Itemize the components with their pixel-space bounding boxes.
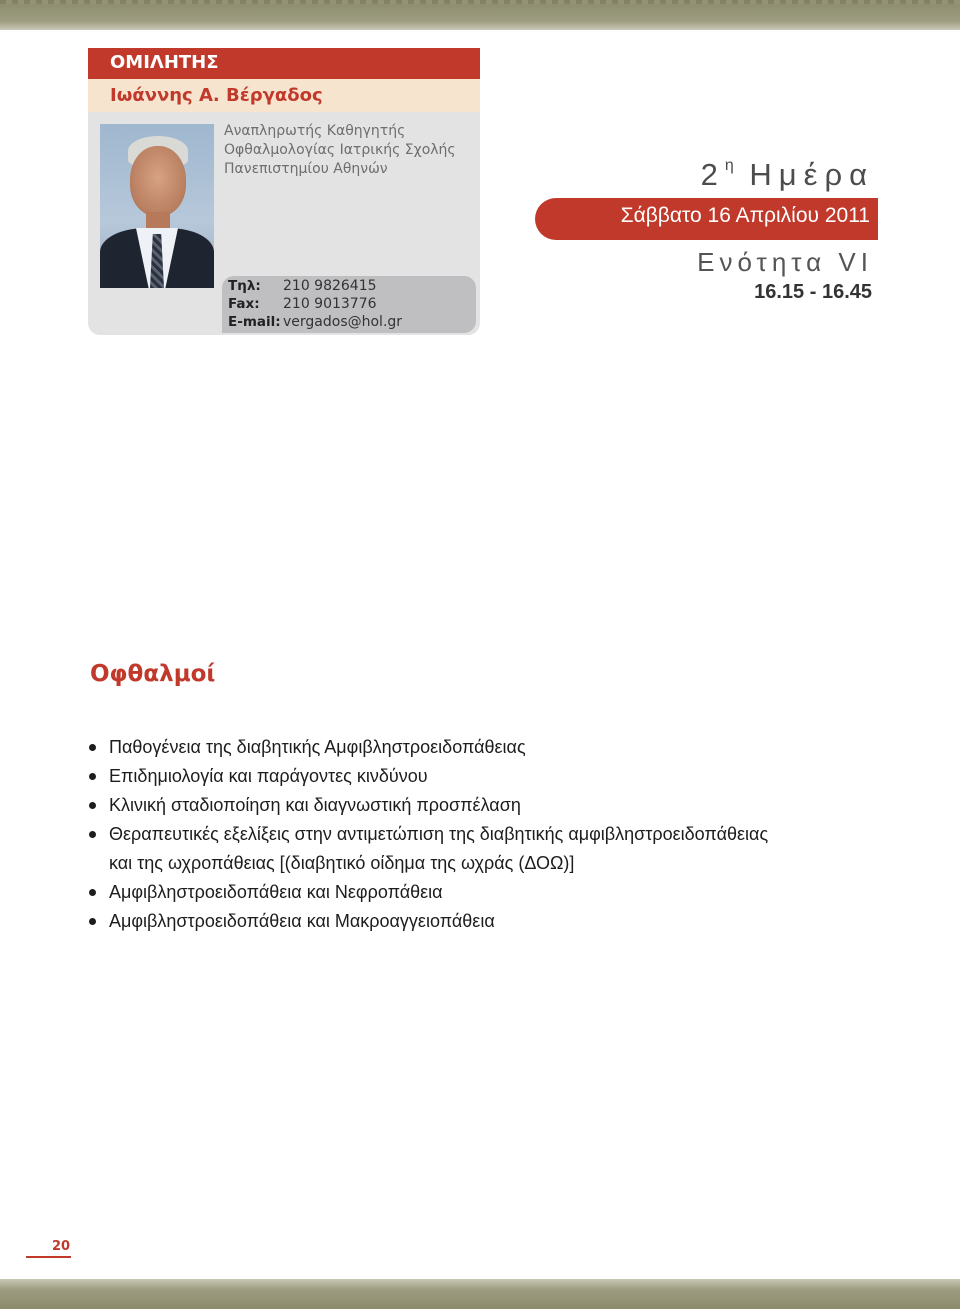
- list-item-continuation: [87, 849, 768, 878]
- bullet-icon: [89, 889, 96, 896]
- topic-bullet-list: [87, 733, 768, 936]
- phone-value: 210 9826415: [283, 278, 377, 294]
- list-item: [87, 791, 768, 820]
- page-number: 20: [52, 1239, 71, 1254]
- fax-value: 210 9013776: [283, 296, 377, 312]
- bullet-continuation-text: και της ωχροπάθειας [(διαβητικό οίδημα της ωχράς (ΔΟΩ)]: [109, 853, 575, 873]
- bottom-decorative-band: [0, 1279, 960, 1309]
- bullet-text: Θεραπευτικές εξελίξεις στην αντιμετώπιση της διαβητικής αμφιβληστροειδοπάθειας: [109, 824, 769, 844]
- list-item: [87, 820, 768, 849]
- bullet-text: Επιδημιολογία και παράγοντες κινδύνου: [109, 766, 428, 786]
- date-bar: [535, 198, 878, 240]
- list-item: [87, 733, 768, 762]
- top-decorative-band: [0, 0, 960, 30]
- date-text: Σάββατο 16 Απριλίου 2011: [620, 204, 870, 227]
- bullet-icon: [89, 744, 96, 751]
- speaker-title-line-1: Αναπληρωτής Καθηγητής: [224, 123, 406, 139]
- speaker-title-line-2: Οφθαλμολογίας Ιατρικής Σχολής: [224, 142, 456, 158]
- top-band-stripe: [0, 0, 960, 4]
- speaker-header: [88, 48, 480, 79]
- list-item: [87, 762, 768, 791]
- email-value[interactable]: vergados@hol.gr: [283, 314, 403, 330]
- phone-label: Τηλ:: [228, 278, 261, 294]
- day-superscript: η: [724, 156, 734, 174]
- speaker-title-line-3: Πανεπιστημίου Αθηνών: [224, 161, 388, 177]
- speaker-header-label: ΟΜΙΛΗΤΗΣ: [110, 52, 219, 73]
- speaker-name: Ιωάννης Α. Βέργαδος: [110, 85, 323, 106]
- speaker-photo: [100, 124, 214, 288]
- email-label: E-mail:: [228, 314, 281, 330]
- list-item: [87, 907, 768, 936]
- photo-head: [130, 146, 186, 216]
- list-item: [87, 878, 768, 907]
- bullet-icon: [89, 918, 96, 925]
- bullet-text: Αμφιβληστροειδοπάθεια και Νεφροπάθεια: [109, 882, 443, 902]
- session-time: 16.15 - 16.45: [754, 281, 872, 303]
- bullet-icon: [89, 831, 96, 838]
- page-number-underline: [26, 1256, 71, 1258]
- bullet-text: Κλινική σταδιοποίηση και διαγνωστική προσπέλαση: [109, 795, 521, 815]
- day-number: 2: [700, 157, 725, 192]
- day-title: [701, 157, 874, 193]
- fax-label: Fax:: [228, 296, 260, 312]
- bullet-text: Αμφιβληστροειδοπάθεια και Μακροαγγειοπάθεια: [109, 911, 495, 931]
- bullet-text: Παθογένεια της διαβητικής Αμφιβληστροειδοπάθειας: [109, 737, 526, 757]
- speaker-name-bar: [88, 79, 480, 112]
- day-word: Ημέρα: [749, 157, 874, 192]
- bullet-icon: [89, 802, 96, 809]
- session-title: Ενότητα VI: [697, 247, 873, 277]
- bullet-icon: [89, 773, 96, 780]
- topic-title: Οφθαλμοί: [90, 661, 216, 687]
